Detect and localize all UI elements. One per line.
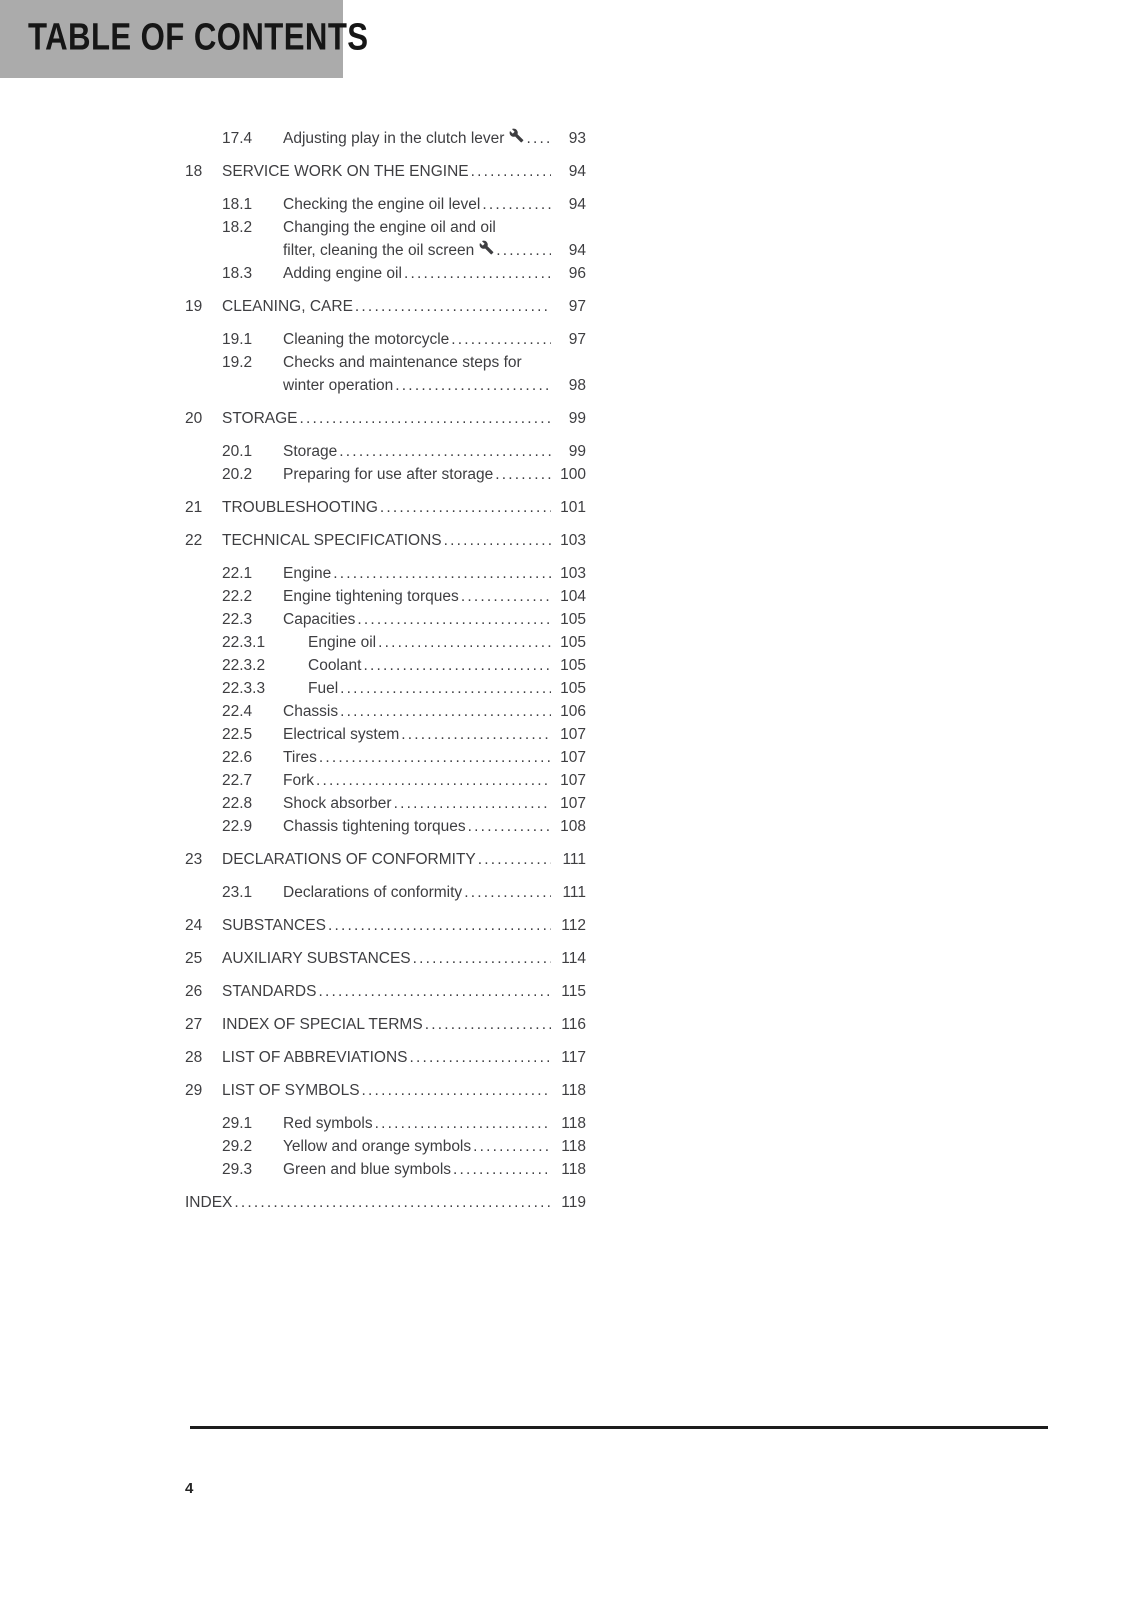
toc-entry-body bbox=[283, 216, 586, 262]
toc-entry-page: 100 bbox=[560, 466, 586, 483]
toc-entry-page: 105 bbox=[560, 657, 586, 674]
toc-entry-body bbox=[283, 351, 586, 397]
toc-entry-number: 22.6 bbox=[222, 749, 253, 766]
toc-entry-body bbox=[308, 677, 586, 700]
toc-entry-number: 22.3.1 bbox=[222, 634, 266, 651]
toc-entry-page: 111 bbox=[562, 851, 586, 868]
toc-entry-number: 29.1 bbox=[222, 1115, 253, 1132]
dotted-leader bbox=[319, 746, 551, 769]
dotted-leader bbox=[478, 848, 551, 871]
toc-entry-title: Chassis tightening torques bbox=[283, 818, 466, 835]
toc-entry-number: 25 bbox=[185, 950, 203, 967]
toc-entry-title: SERVICE WORK ON THE ENGINE bbox=[222, 163, 469, 180]
toc-entry bbox=[185, 216, 586, 262]
dotted-leader bbox=[461, 585, 551, 608]
toc-entry bbox=[185, 440, 586, 463]
dotted-leader bbox=[340, 700, 551, 723]
footer-rule bbox=[190, 1426, 1048, 1429]
toc-entry-title: CLEANING, CARE bbox=[222, 298, 353, 315]
toc-entry bbox=[185, 769, 586, 792]
toc-entry-body bbox=[283, 585, 586, 608]
toc-entry-body bbox=[222, 407, 586, 430]
wrench-icon bbox=[479, 240, 494, 255]
toc-entry-title: LIST OF ABBREVIATIONS bbox=[222, 1049, 408, 1066]
toc-entry-number: 27 bbox=[185, 1016, 203, 1033]
dotted-leader bbox=[300, 407, 551, 430]
table-of-contents-header-box bbox=[0, 0, 369, 78]
dotted-leader bbox=[234, 1191, 551, 1214]
dotted-leader bbox=[318, 980, 551, 1003]
toc-entry-number: 18.2 bbox=[222, 219, 253, 236]
toc-entry-body bbox=[283, 562, 586, 585]
toc-entry-title: Storage bbox=[283, 443, 338, 460]
toc-entry bbox=[185, 496, 586, 519]
toc-entry-page: 107 bbox=[560, 726, 586, 743]
toc-entry-page: 119 bbox=[561, 1194, 586, 1211]
dotted-leader bbox=[444, 529, 551, 552]
toc-entry-body bbox=[283, 769, 586, 792]
toc-entry-page: 98 bbox=[568, 377, 586, 394]
toc-entry-number: 22.8 bbox=[222, 795, 253, 812]
toc-entry bbox=[185, 328, 586, 351]
toc-entry-title: Capacities bbox=[283, 611, 356, 628]
dotted-leader bbox=[395, 374, 551, 397]
toc-entry-title: INDEX OF SPECIAL TERMS bbox=[222, 1016, 423, 1033]
toc-entry-title: Chassis bbox=[283, 703, 339, 720]
toc-entry-number: 19.1 bbox=[222, 331, 253, 348]
toc-entry-body bbox=[308, 631, 586, 654]
toc-entry-number: 22.5 bbox=[222, 726, 253, 743]
dotted-leader bbox=[363, 654, 551, 677]
toc-entry-title: Tires bbox=[283, 749, 317, 766]
dotted-leader bbox=[340, 677, 551, 700]
toc-entry-body bbox=[222, 295, 586, 318]
toc-entry bbox=[185, 463, 586, 486]
toc-entry bbox=[185, 631, 586, 654]
dotted-leader bbox=[316, 769, 551, 792]
toc-entry bbox=[185, 295, 586, 318]
dotted-leader bbox=[333, 562, 551, 585]
toc-entry-page: 105 bbox=[560, 634, 586, 651]
toc-entry-body bbox=[222, 1079, 586, 1102]
dotted-leader bbox=[413, 947, 551, 970]
dotted-leader bbox=[451, 328, 551, 351]
toc-entry bbox=[185, 351, 586, 397]
toc-entry-title: Preparing for use after storage bbox=[283, 466, 494, 483]
toc-entry-body bbox=[283, 700, 586, 723]
toc-entry-title-line1: Changing the engine oil and oil bbox=[283, 219, 496, 236]
toc-entry-number: 21 bbox=[185, 499, 203, 516]
toc-entry-body bbox=[283, 262, 586, 285]
toc-entry-page: 105 bbox=[560, 611, 586, 628]
toc-entry-body bbox=[185, 1191, 586, 1214]
toc-entry-number: 20.2 bbox=[222, 466, 253, 483]
toc-entry-page: 112 bbox=[561, 917, 586, 934]
toc-entry-body bbox=[222, 529, 586, 552]
toc-entry-body bbox=[222, 496, 586, 519]
toc-entry-title: STANDARDS bbox=[222, 983, 317, 1000]
toc-entry-page: 106 bbox=[560, 703, 586, 720]
toc-entry bbox=[185, 529, 586, 552]
wrench-icon bbox=[509, 128, 524, 143]
toc-entry bbox=[185, 700, 586, 723]
toc-entry-page: 118 bbox=[561, 1082, 586, 1099]
toc-entry-body bbox=[283, 1135, 586, 1158]
toc-entry-number: 20 bbox=[185, 410, 203, 427]
dotted-leader bbox=[496, 239, 551, 262]
toc-entry bbox=[185, 127, 586, 150]
dotted-leader bbox=[495, 463, 551, 486]
toc-entry-body bbox=[283, 746, 586, 769]
dotted-leader bbox=[328, 914, 551, 937]
toc-entry-body bbox=[283, 127, 586, 150]
toc-entry-number: 20.1 bbox=[222, 443, 253, 460]
toc-entry-title: Checking the engine oil level bbox=[283, 196, 481, 213]
toc-entry-number: 26 bbox=[185, 983, 203, 1000]
toc-entry-body bbox=[283, 1158, 586, 1181]
toc-entry-body bbox=[283, 723, 586, 746]
toc-entry-number: 18.3 bbox=[222, 265, 253, 282]
toc-entry-page: 115 bbox=[561, 983, 586, 1000]
toc-entry bbox=[185, 914, 586, 937]
toc-entry-body bbox=[222, 914, 586, 937]
toc-entry-body bbox=[222, 1046, 586, 1069]
dotted-leader bbox=[339, 440, 551, 463]
toc-entry-body bbox=[283, 328, 586, 351]
toc-entry-title: AUXILIARY SUBSTANCES bbox=[222, 950, 411, 967]
toc-entry-number: 22.9 bbox=[222, 818, 253, 835]
toc-entry bbox=[185, 1013, 586, 1036]
toc-entry-title: Red symbols bbox=[283, 1115, 373, 1132]
toc-entry-title: Cleaning the motorcycle bbox=[283, 331, 450, 348]
toc-entry bbox=[185, 1112, 586, 1135]
dotted-leader bbox=[380, 496, 551, 519]
toc-entry-page: 107 bbox=[560, 795, 586, 812]
toc-entry bbox=[185, 160, 586, 183]
toc-entry-page: 94 bbox=[568, 196, 586, 213]
toc-entry-body bbox=[283, 1112, 586, 1135]
toc-entry-title: LIST OF SYMBOLS bbox=[222, 1082, 360, 1099]
toc-entry-title: INDEX bbox=[185, 1194, 233, 1211]
toc-entry bbox=[185, 746, 586, 769]
toc-entry-page: 118 bbox=[561, 1138, 586, 1155]
toc-entry-body bbox=[283, 792, 586, 815]
dotted-leader bbox=[464, 881, 551, 904]
dotted-leader bbox=[453, 1158, 551, 1181]
toc-entry-title: Engine bbox=[283, 565, 332, 582]
toc-entry-title: Engine oil bbox=[308, 634, 377, 651]
toc-entry-body bbox=[222, 980, 586, 1003]
toc-entry-number: 22 bbox=[185, 532, 203, 549]
toc-entry-body bbox=[283, 815, 586, 838]
toc-entry-body bbox=[283, 463, 586, 486]
page-title: TABLE OF CONTENTS bbox=[28, 16, 369, 59]
toc-entry-body bbox=[222, 1013, 586, 1036]
dotted-leader bbox=[482, 193, 551, 216]
toc-entry-number: 28 bbox=[185, 1049, 203, 1066]
dotted-leader bbox=[409, 1046, 551, 1069]
toc-entry-body bbox=[222, 160, 586, 183]
toc-entry-body bbox=[283, 608, 586, 631]
toc-entry-number: 22.3.2 bbox=[222, 657, 266, 674]
toc-entry bbox=[185, 407, 586, 430]
toc-entry-number: 29.2 bbox=[222, 1138, 253, 1155]
toc-entry-page: 94 bbox=[568, 242, 586, 259]
toc-entry-title: Yellow and orange symbols bbox=[283, 1138, 472, 1155]
toc-entry-page: 111 bbox=[562, 884, 586, 901]
table-of-contents-list bbox=[185, 127, 586, 1224]
toc-entry-title: Green and blue symbols bbox=[283, 1161, 452, 1178]
toc-entry-page: 117 bbox=[561, 1049, 586, 1066]
toc-entry bbox=[185, 1191, 586, 1214]
toc-entry-number: 19.2 bbox=[222, 354, 253, 371]
toc-entry bbox=[185, 1079, 586, 1102]
toc-entry bbox=[185, 677, 586, 700]
toc-entry-title: Adding engine oil bbox=[283, 265, 402, 282]
toc-entry bbox=[185, 585, 586, 608]
dotted-leader bbox=[378, 631, 551, 654]
toc-entry-number: 22.3 bbox=[222, 611, 253, 628]
toc-entry-page: 101 bbox=[560, 499, 586, 516]
toc-entry-page: 116 bbox=[561, 1016, 586, 1033]
toc-entry bbox=[185, 193, 586, 216]
toc-entry-page: 118 bbox=[561, 1115, 586, 1132]
toc-entry bbox=[185, 562, 586, 585]
dotted-leader bbox=[425, 1013, 551, 1036]
toc-entry-number: 18 bbox=[185, 163, 203, 180]
toc-entry-body bbox=[283, 881, 586, 904]
toc-entry-title: filter, cleaning the oil screen bbox=[283, 242, 475, 259]
toc-entry-number: 22.7 bbox=[222, 772, 253, 789]
toc-entry-number: 22.4 bbox=[222, 703, 253, 720]
toc-entry bbox=[185, 654, 586, 677]
toc-entry-page: 103 bbox=[560, 532, 586, 549]
dotted-leader bbox=[362, 1079, 551, 1102]
toc-entry-title: TECHNICAL SPECIFICATIONS bbox=[222, 532, 442, 549]
toc-entry-number: 29 bbox=[185, 1082, 203, 1099]
toc-entry-number: 19 bbox=[185, 298, 203, 315]
toc-entry bbox=[185, 1135, 586, 1158]
toc-entry-number: 24 bbox=[185, 917, 203, 934]
toc-entry-page: 107 bbox=[560, 772, 586, 789]
toc-entry-page: 97 bbox=[568, 331, 586, 348]
toc-entry-title: Shock absorber bbox=[283, 795, 392, 812]
dotted-leader bbox=[468, 815, 551, 838]
toc-entry-title: SUBSTANCES bbox=[222, 917, 326, 934]
toc-entry-title: Declarations of conformity bbox=[283, 884, 463, 901]
toc-entry-page: 93 bbox=[568, 130, 586, 147]
toc-entry-title: Coolant bbox=[308, 657, 362, 674]
toc-entry bbox=[185, 608, 586, 631]
toc-entry-title: Fuel bbox=[308, 680, 339, 697]
toc-entry-page: 103 bbox=[560, 565, 586, 582]
dotted-leader bbox=[473, 1135, 551, 1158]
toc-entry-page: 99 bbox=[568, 410, 586, 427]
toc-entry-page: 114 bbox=[561, 950, 586, 967]
toc-entry-page: 94 bbox=[568, 163, 586, 180]
toc-entry bbox=[185, 947, 586, 970]
toc-entry bbox=[185, 980, 586, 1003]
dotted-leader bbox=[355, 295, 551, 318]
toc-entry-title: Electrical system bbox=[283, 726, 400, 743]
toc-entry-title: winter operation bbox=[283, 377, 394, 394]
toc-entry bbox=[185, 815, 586, 838]
toc-entry-number: 23 bbox=[185, 851, 203, 868]
toc-entry-page: 118 bbox=[561, 1161, 586, 1178]
toc-entry-title: Engine tightening torques bbox=[283, 588, 459, 605]
dotted-leader bbox=[526, 127, 551, 150]
toc-entry-page: 104 bbox=[560, 588, 586, 605]
toc-entry-number: 18.1 bbox=[222, 196, 253, 213]
toc-entry-number: 22.2 bbox=[222, 588, 253, 605]
toc-entry-body bbox=[222, 848, 586, 871]
toc-entry bbox=[185, 262, 586, 285]
toc-entry-title: STORAGE bbox=[222, 410, 298, 427]
toc-entry-number: 23.1 bbox=[222, 884, 253, 901]
toc-entry bbox=[185, 881, 586, 904]
toc-entry-page: 108 bbox=[560, 818, 586, 835]
toc-entry-title: Adjusting play in the clutch lever bbox=[283, 130, 505, 147]
toc-entry bbox=[185, 1046, 586, 1069]
toc-entry bbox=[185, 848, 586, 871]
footer-page-number: 4 bbox=[185, 1480, 194, 1497]
dotted-leader bbox=[394, 792, 551, 815]
toc-entry-body bbox=[283, 440, 586, 463]
toc-entry-number: 22.1 bbox=[222, 565, 253, 582]
dotted-leader bbox=[357, 608, 551, 631]
toc-entry-body bbox=[308, 654, 586, 677]
toc-entry-body bbox=[222, 947, 586, 970]
toc-entry-page: 97 bbox=[568, 298, 586, 315]
toc-entry-number: 22.3.3 bbox=[222, 680, 266, 697]
dotted-leader bbox=[375, 1112, 551, 1135]
toc-entry-page: 96 bbox=[568, 265, 586, 282]
toc-entry bbox=[185, 1158, 586, 1181]
toc-entry-title: DECLARATIONS OF CONFORMITY bbox=[222, 851, 476, 868]
toc-entry-body bbox=[283, 193, 586, 216]
toc-entry-page: 99 bbox=[568, 443, 586, 460]
dotted-leader bbox=[404, 262, 551, 285]
toc-entry-title-line1: Checks and maintenance steps for bbox=[283, 354, 522, 371]
toc-entry-number: 17.4 bbox=[222, 130, 253, 147]
toc-entry-page: 107 bbox=[560, 749, 586, 766]
dotted-leader bbox=[471, 160, 551, 183]
dotted-leader bbox=[401, 723, 551, 746]
toc-entry bbox=[185, 723, 586, 746]
toc-entry bbox=[185, 792, 586, 815]
toc-entry-page: 105 bbox=[560, 680, 586, 697]
toc-entry-title: Fork bbox=[283, 772, 314, 789]
toc-entry-title: TROUBLESHOOTING bbox=[222, 499, 378, 516]
toc-entry-number: 29.3 bbox=[222, 1161, 253, 1178]
